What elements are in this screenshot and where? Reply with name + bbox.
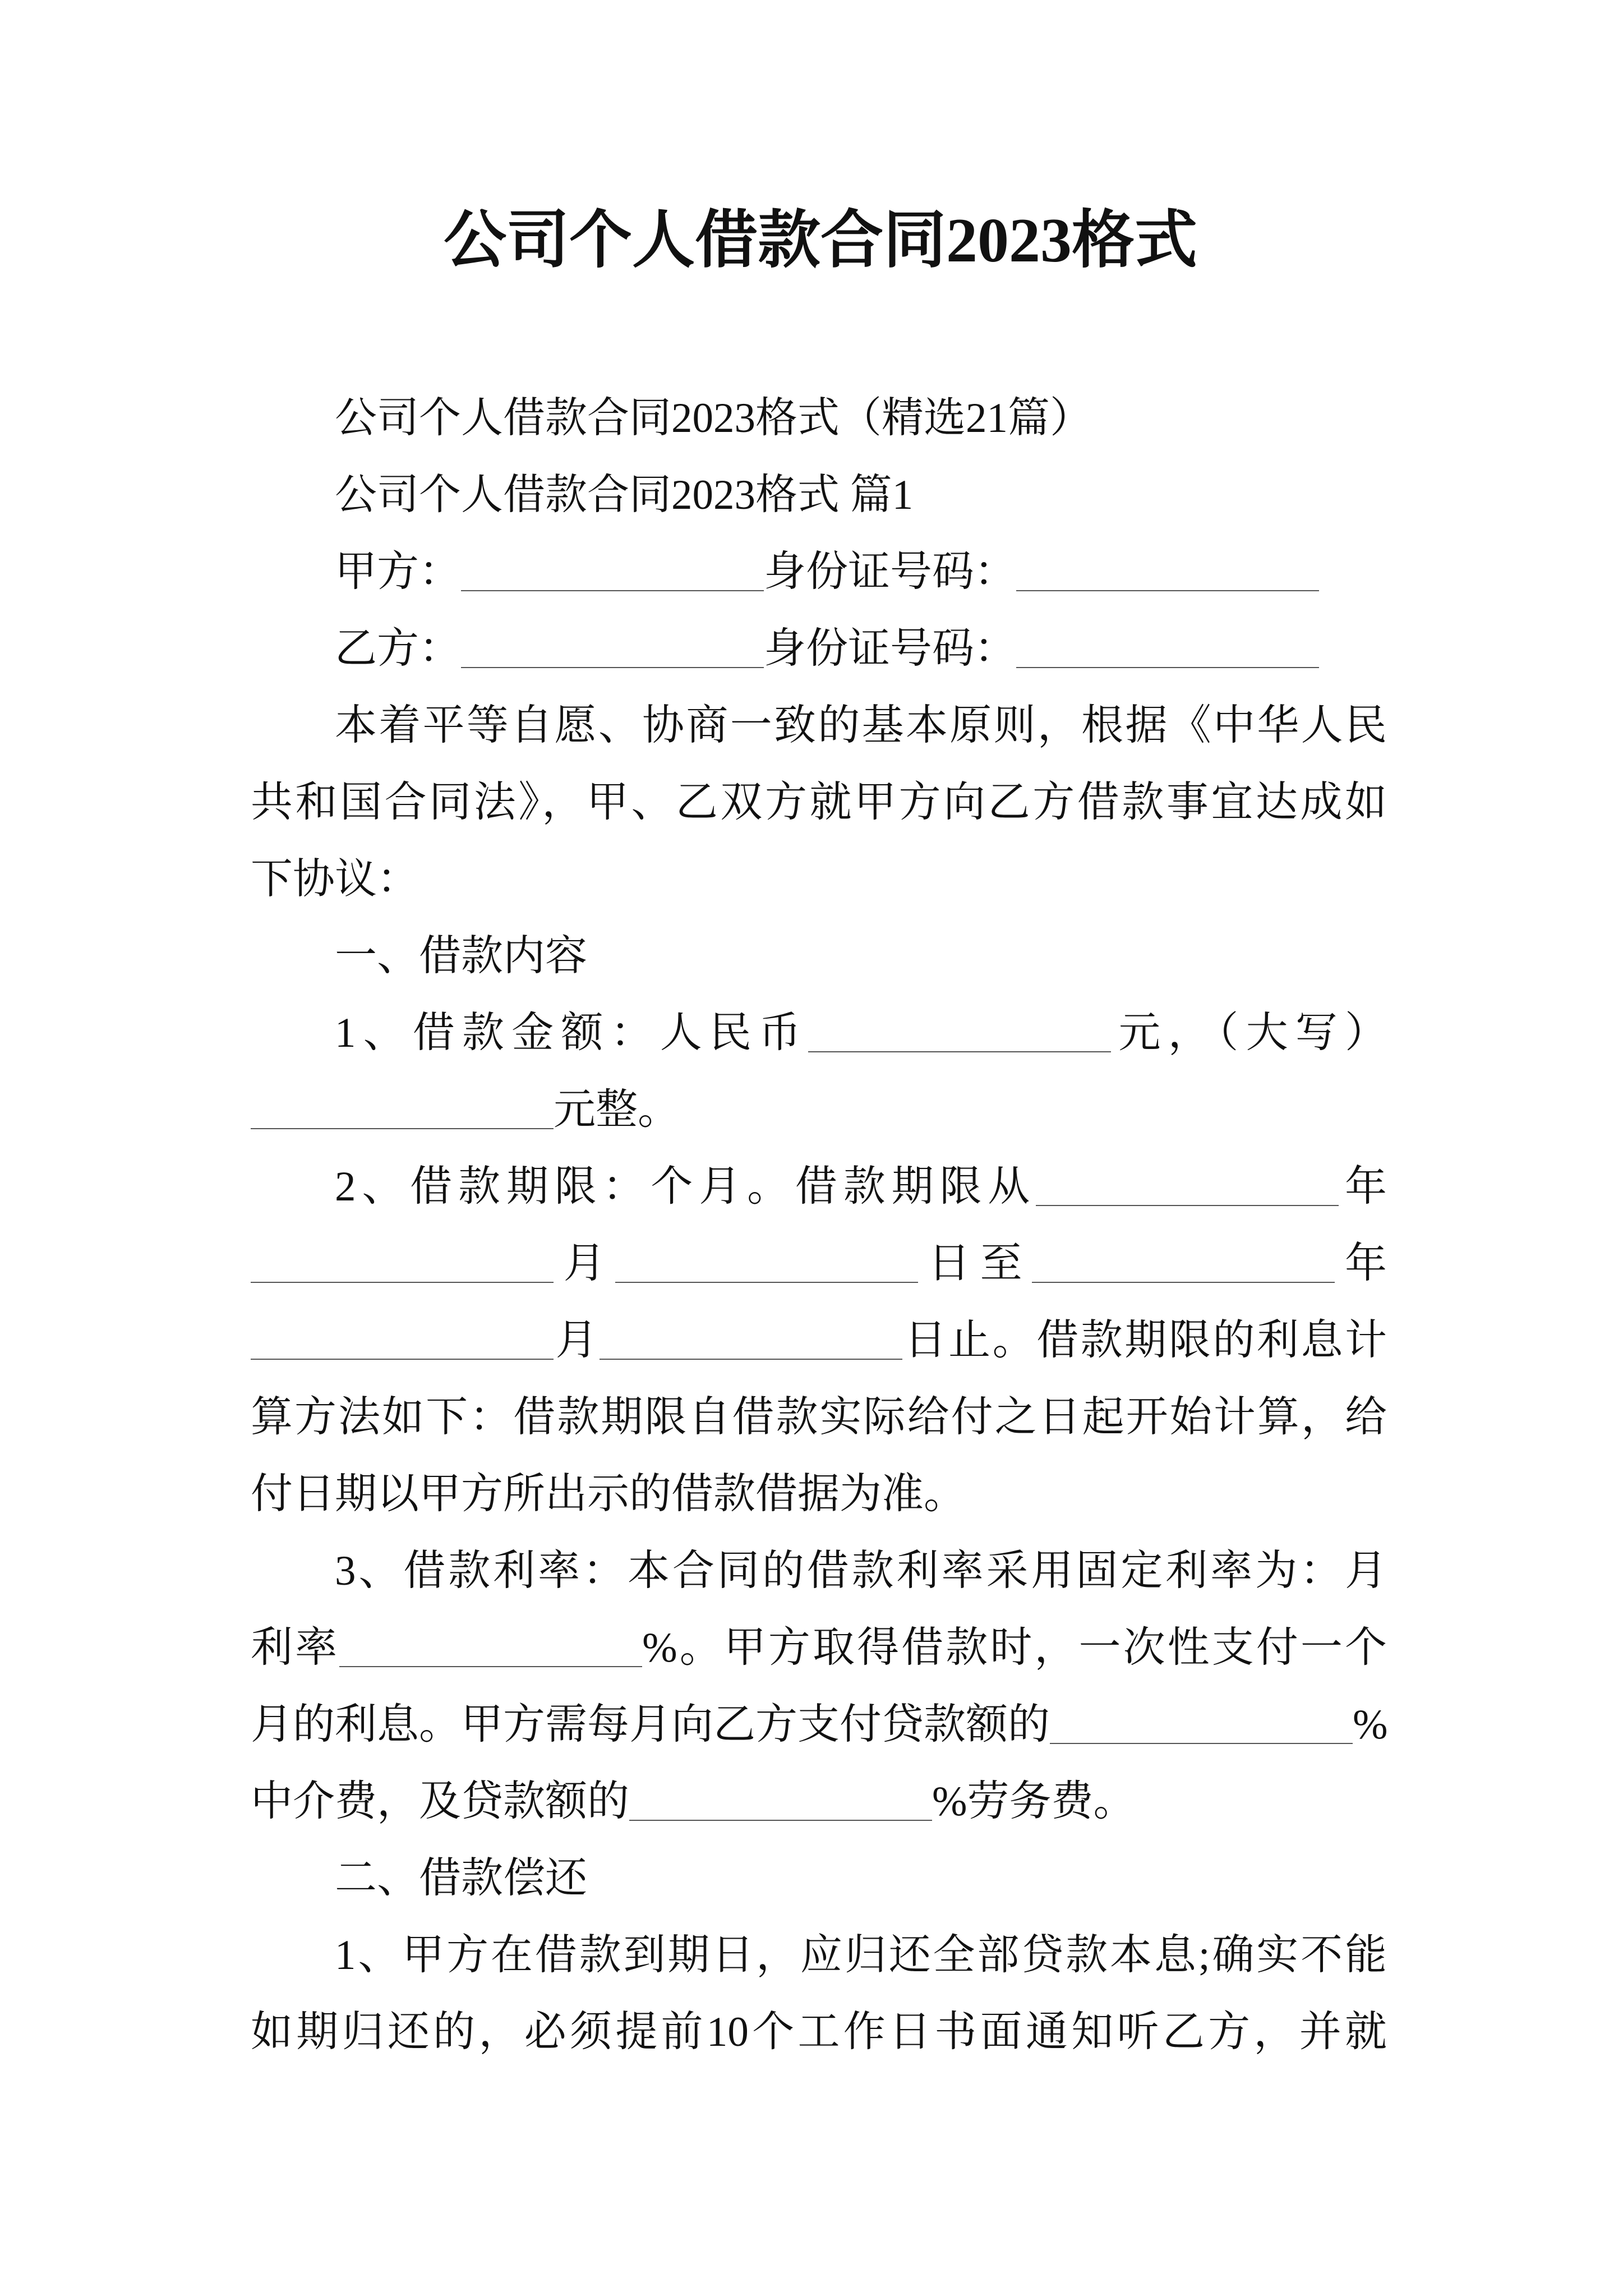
loan-amount-suffix: 元整。 [554, 1087, 680, 1133]
interest-rate-line: 3、借款利率：本合同的借款利率采用固定利率为：月 [335, 1548, 1387, 1594]
party-a-label: 甲方： [335, 549, 462, 595]
party-b-name-blank [461, 667, 764, 668]
party-a-name-blank [461, 590, 764, 591]
loan-term-end-line [251, 1302, 1387, 1379]
party-a-line [251, 533, 1387, 610]
loan-amount-label: 1、借款金额：人民币 [335, 1010, 809, 1056]
loan-term-text-line: 算方法如下：借款期限自借款实际给付之日起开始计算，给 [251, 1394, 1387, 1441]
loan-term-dates-line [251, 1225, 1387, 1302]
interest-rate-blank [339, 1666, 642, 1667]
end-day-label: 日止。借款期限的利息计 [902, 1317, 1387, 1364]
service-fee-prefix: 中介费，及贷款额的 [251, 1778, 630, 1825]
interest-rate-suffix: %。甲方取得借款时，一次性支付一个 [642, 1625, 1387, 1671]
start-day-to-label: 日至 [918, 1240, 1032, 1287]
start-month-label: 月 [554, 1240, 616, 1287]
section-1-heading: 一、借款内容 [335, 933, 588, 979]
loan-amount-blank [808, 1051, 1111, 1052]
article-heading: 公司个人借款合同2023格式 篇1 [335, 472, 914, 518]
end-day-blank [600, 1359, 902, 1360]
loan-amount-line [251, 995, 1387, 1071]
loan-amount-uppercase-blank [251, 1128, 554, 1129]
preamble-line: 下协议： [251, 856, 419, 903]
loan-amount-unit: 元，（大写） [1111, 1010, 1387, 1056]
repayment-line: 1、甲方在借款到期日，应归还全部贷款本息;确实不能 [335, 1932, 1387, 1978]
service-fee-suffix: %劳务费。 [932, 1778, 1136, 1825]
service-fee-blank [629, 1820, 932, 1821]
end-year-blank [1032, 1282, 1335, 1283]
interest-rate-value-line [251, 1609, 1387, 1686]
service-fee-line [251, 1763, 1387, 1840]
party-a-id-blank [1016, 590, 1319, 591]
start-day-blank [615, 1282, 918, 1283]
preamble-line: 共和国合同法》，甲、乙双方就甲方向乙方借款事宜达成如 [251, 779, 1387, 826]
loan-amount-uppercase-line [251, 1071, 1387, 1148]
end-year-label: 年 [1335, 1240, 1387, 1287]
loan-term-line [251, 1148, 1387, 1225]
agency-fee-blank [1050, 1743, 1353, 1744]
agency-fee-prefix: 月的利息。甲方需每月向乙方支付贷款额的 [251, 1701, 1050, 1748]
start-year-label: 年 [1339, 1163, 1387, 1210]
section-2-heading: 二、借款偿还 [335, 1855, 588, 1902]
party-b-label: 乙方： [335, 625, 462, 672]
agency-fee-line [251, 1686, 1387, 1763]
loan-term-text-line: 付日期以甲方所出示的借款借据为准。 [251, 1471, 966, 1517]
end-month-blank [251, 1359, 554, 1360]
collection-heading: 公司个人借款合同2023格式（精选21篇） [335, 395, 1092, 441]
party-b-line [251, 610, 1387, 687]
start-year-blank [1036, 1205, 1339, 1206]
document-body [251, 380, 1387, 2070]
party-b-id-blank [1016, 667, 1319, 668]
party-a-id-label: 身份证号码： [764, 549, 1017, 595]
agency-fee-percent: % [1353, 1701, 1388, 1748]
document-title: 公司个人借款合同2023格式 [444, 206, 1197, 275]
start-month-blank [251, 1282, 554, 1283]
interest-rate-label: 利率 [251, 1625, 340, 1671]
party-b-id-label: 身份证号码： [764, 625, 1017, 672]
end-month-label: 月 [554, 1317, 600, 1364]
loan-term-label: 2、借款期限：个月。借款期限从 [335, 1163, 1036, 1210]
repayment-line: 如期归还的，必须提前10个工作日书面通知听乙方，并就 [251, 2009, 1387, 2055]
preamble-line: 本着平等自愿、协商一致的基本原则，根据《中华人民 [335, 702, 1387, 749]
